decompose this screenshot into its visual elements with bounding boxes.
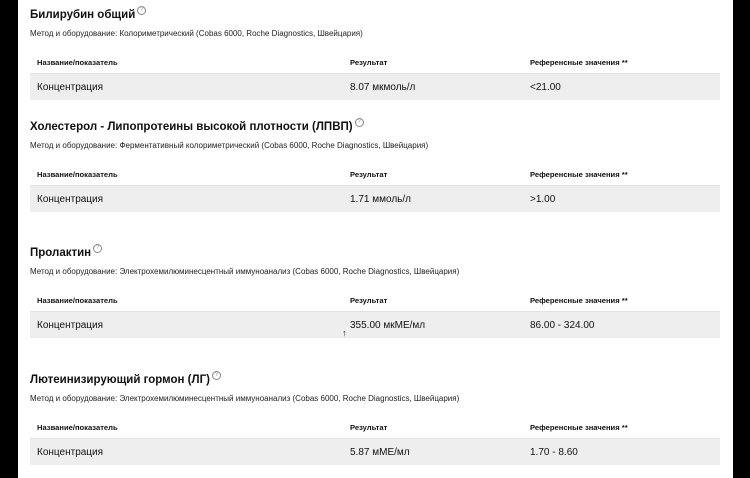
row-name: Концентрация <box>37 82 104 93</box>
test-title-text: Лютеинизирующий гормон (ЛГ) <box>30 374 210 386</box>
lab-report-page <box>18 0 733 478</box>
row-result-value: 355.00 мкМЕ/мл <box>350 320 426 331</box>
header-result: Результат <box>350 58 388 67</box>
results-table <box>30 296 720 338</box>
row-reference: 86.00 - 324.00 <box>530 320 595 331</box>
results-table <box>30 170 720 212</box>
test-method: Метод и оборудование: Электрохемилюминесцентный иммуноанализ (Cobas 6000, Roche Diagnostics, Швейцария) <box>30 267 460 276</box>
header-name: Название/показатель <box>37 58 118 67</box>
header-name: Название/показатель <box>37 170 118 179</box>
header-result: Результат <box>350 423 388 432</box>
header-name: Название/показатель <box>37 296 118 305</box>
row-result <box>350 447 410 458</box>
row-result-value: 8.07 мкмоль/л <box>350 82 416 93</box>
row-name: Концентрация <box>37 447 104 458</box>
test-method: Метод и оборудование: Ферментативный колориметрический (Cobas 6000, Roche Diagnostics, Швейцария) <box>30 141 429 150</box>
header-reference: Референсные значения ** <box>530 423 628 432</box>
test-title <box>30 121 720 133</box>
results-table <box>30 58 720 100</box>
table-header <box>30 296 720 312</box>
test-title-text: Холестерол - Липопротеины высокой плотности (ЛПВП) <box>30 121 353 133</box>
header-reference: Референсные значения ** <box>530 58 628 67</box>
row-result <box>350 82 415 93</box>
header-reference: Референсные значения ** <box>530 296 628 305</box>
table-header <box>30 423 720 439</box>
test-section-hdl <box>30 119 720 205</box>
test-title-text: Билирубин общий <box>30 9 136 21</box>
row-result-value: 5.87 мМЕ/мл <box>350 447 410 458</box>
table-row <box>30 312 720 338</box>
row-name: Концентрация <box>37 320 104 331</box>
help-icon[interactable]: ? <box>93 244 102 253</box>
test-title <box>30 374 720 386</box>
test-method: Метод и оборудование: Колориметрический (Cobas 6000, Roche Diagnostics, Швейцария) <box>30 29 363 38</box>
help-icon[interactable]: ? <box>355 118 364 127</box>
table-row <box>30 439 720 465</box>
row-name: Концентрация <box>37 194 104 205</box>
test-title-text: Пролактин <box>30 247 92 259</box>
row-reference: <21.00 <box>530 82 561 93</box>
help-icon[interactable]: ? <box>137 6 146 15</box>
arrow-up-icon: ↑ <box>342 328 347 338</box>
table-row <box>30 74 720 100</box>
results-table <box>30 423 720 465</box>
test-method: Метод и оборудование: Электрохемилюминесцентный иммуноанализ (Cobas 6000, Roche Diagnostics, Швейцария) <box>30 394 460 403</box>
row-result <box>342 320 426 338</box>
header-result: Результат <box>350 296 388 305</box>
row-result <box>350 194 411 205</box>
test-title <box>30 247 720 259</box>
test-section-prolactin <box>30 245 720 338</box>
header-reference: Референсные значения ** <box>530 170 628 179</box>
row-result-value: 1.71 ммоль/л <box>350 194 411 205</box>
help-icon[interactable]: ? <box>212 371 221 380</box>
test-title <box>30 9 720 21</box>
table-row <box>30 186 720 212</box>
table-header <box>30 170 720 186</box>
row-reference: 1.70 - 8.60 <box>530 447 578 458</box>
test-section-bilirubin <box>30 7 720 93</box>
header-result: Результат <box>350 170 388 179</box>
table-header <box>30 58 720 74</box>
row-reference: >1.00 <box>530 194 556 205</box>
header-name: Название/показатель <box>37 423 118 432</box>
test-section-lh <box>30 372 720 458</box>
